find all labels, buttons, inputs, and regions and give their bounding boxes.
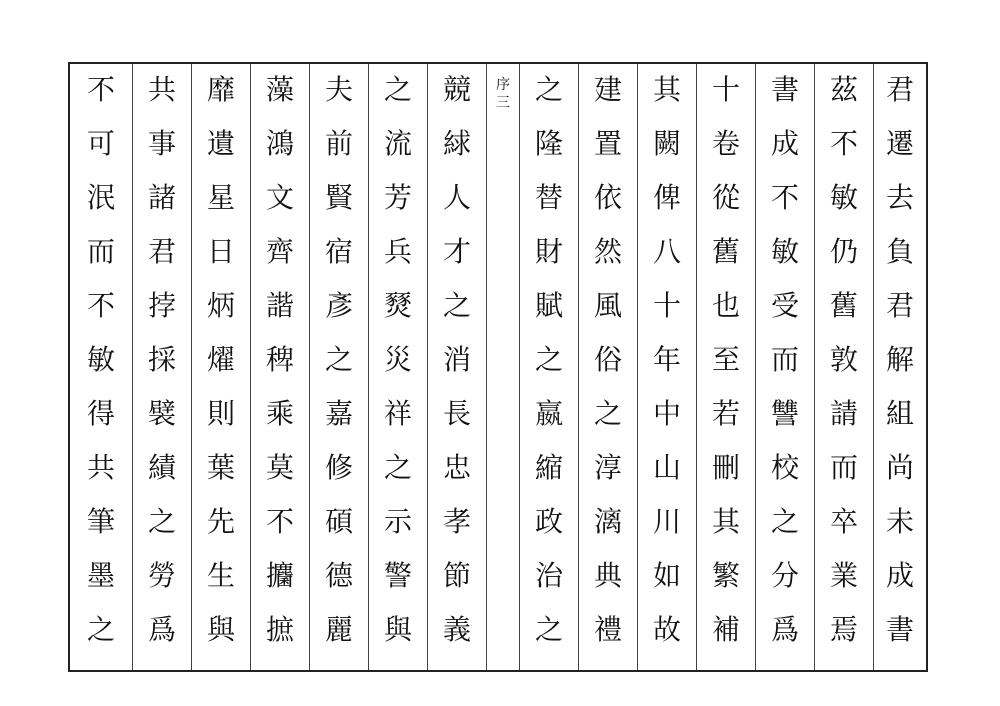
- char: 燹: [383, 289, 412, 322]
- char: 嘉: [324, 397, 353, 430]
- char: 義: [442, 613, 471, 646]
- char: 治: [534, 559, 563, 592]
- char: 置: [593, 127, 622, 160]
- char: 爲: [770, 613, 799, 646]
- char: 敏: [770, 235, 799, 268]
- char: 之: [534, 343, 563, 376]
- margin-label-char: 三: [496, 95, 510, 111]
- char: 其: [711, 505, 740, 538]
- char: 不: [86, 289, 115, 322]
- char: 與: [383, 613, 412, 646]
- char: 之: [147, 505, 176, 538]
- char: 莫: [265, 451, 294, 484]
- char: 不: [770, 181, 799, 214]
- char: 鴻: [265, 127, 294, 160]
- char: 遺: [206, 127, 235, 160]
- text-column-9: [578, 64, 637, 670]
- char: 芳: [383, 181, 412, 214]
- char: 業: [829, 559, 858, 592]
- char: 可: [86, 127, 115, 160]
- char: 縮: [534, 451, 563, 484]
- char: 競: [442, 73, 471, 106]
- char: 諧: [265, 289, 294, 322]
- text-column-10: [637, 64, 696, 670]
- char: 前: [324, 127, 353, 160]
- char: 採: [147, 343, 176, 376]
- char: 故: [652, 613, 681, 646]
- char: 然: [593, 235, 622, 268]
- char: 德: [324, 559, 353, 592]
- char: 藻: [265, 73, 294, 106]
- char: 卒: [829, 505, 858, 538]
- char: 至: [711, 343, 740, 376]
- char: 得: [86, 397, 115, 430]
- char: 爲: [147, 613, 176, 646]
- char: 年: [652, 343, 681, 376]
- char: 卷: [711, 127, 740, 160]
- char: 攟: [265, 559, 294, 592]
- char: 分: [770, 559, 799, 592]
- char: 成: [770, 127, 799, 160]
- char: 繁: [711, 559, 740, 592]
- char: 敏: [829, 181, 858, 214]
- char: 長: [442, 397, 471, 430]
- char: 不: [829, 127, 858, 160]
- char: 風: [593, 289, 622, 322]
- char: 生: [206, 559, 235, 592]
- char: 八: [652, 235, 681, 268]
- char: 勞: [147, 559, 176, 592]
- char: 稗: [265, 343, 294, 376]
- text-column-3: [191, 64, 250, 670]
- char: 君: [147, 235, 176, 268]
- char: 諸: [147, 181, 176, 214]
- char: 宿: [324, 235, 353, 268]
- text-column-6: [368, 64, 427, 670]
- char: 其: [652, 73, 681, 106]
- char: 日: [206, 235, 235, 268]
- char: 示: [383, 505, 412, 538]
- char: 財: [534, 235, 563, 268]
- char: 舊: [829, 289, 858, 322]
- text-column-2: [132, 64, 191, 670]
- char: 流: [383, 127, 412, 160]
- char: 依: [593, 181, 622, 214]
- char: 未: [885, 505, 914, 538]
- char: 摭: [265, 613, 294, 646]
- char: 人: [442, 181, 471, 214]
- char: 君: [885, 289, 914, 322]
- char: 與: [206, 613, 235, 646]
- text-column-7: [427, 64, 486, 670]
- char: 葉: [206, 451, 235, 484]
- char: 敏: [86, 343, 115, 376]
- char: 如: [652, 559, 681, 592]
- char: 書: [885, 613, 914, 646]
- char: 絿: [442, 127, 471, 160]
- char: 闕: [652, 127, 681, 160]
- char: 負: [885, 235, 914, 268]
- char: 不: [86, 73, 115, 106]
- text-column-14: [873, 64, 926, 670]
- margin-label-char: 序: [496, 77, 510, 93]
- char: 靡: [206, 73, 235, 106]
- char: 之: [383, 451, 412, 484]
- char: 焉: [829, 613, 858, 646]
- char: 去: [885, 181, 914, 214]
- char: 校: [770, 451, 799, 484]
- char: 而: [829, 451, 858, 484]
- char: 碩: [324, 505, 353, 538]
- char: 兵: [383, 235, 412, 268]
- text-column-4: [250, 64, 309, 670]
- char: 之: [442, 289, 471, 322]
- char: 而: [86, 235, 115, 268]
- char: 書: [770, 73, 799, 106]
- char: 之: [324, 343, 353, 376]
- char: 乘: [265, 397, 294, 430]
- char: 警: [383, 559, 412, 592]
- char: 賦: [534, 289, 563, 322]
- char: 隆: [534, 127, 563, 160]
- char: 成: [885, 559, 914, 592]
- char: 泯: [86, 181, 115, 214]
- char: 炳: [206, 289, 235, 322]
- char: 典: [593, 559, 622, 592]
- text-column-1: [70, 64, 132, 670]
- char: 事: [147, 127, 176, 160]
- char: 刪: [711, 451, 740, 484]
- char: 墨: [86, 559, 115, 592]
- char: 夫: [324, 73, 353, 106]
- char: 中: [652, 397, 681, 430]
- char: 災: [383, 343, 412, 376]
- char: 十: [711, 73, 740, 106]
- char: 君: [885, 73, 914, 106]
- text-column-13: [814, 64, 873, 670]
- char: 之: [534, 73, 563, 106]
- char: 川: [652, 505, 681, 538]
- char: 筆: [86, 505, 115, 538]
- char: 山: [652, 451, 681, 484]
- char: 彥: [324, 289, 353, 322]
- char: 麗: [324, 613, 353, 646]
- char: 文: [265, 181, 294, 214]
- char: 仍: [829, 235, 858, 268]
- char: 替: [534, 181, 563, 214]
- char: 之: [534, 613, 563, 646]
- char: 俗: [593, 343, 622, 376]
- char: 敦: [829, 343, 858, 376]
- char: 忠: [442, 451, 471, 484]
- char: 補: [711, 613, 740, 646]
- char: 禮: [593, 613, 622, 646]
- char: 襞: [147, 397, 176, 430]
- char: 孝: [442, 505, 471, 538]
- char: 共: [147, 73, 176, 106]
- char: 也: [711, 289, 740, 322]
- char: 之: [86, 613, 115, 646]
- char: 茲: [829, 73, 858, 106]
- char: 遷: [885, 127, 914, 160]
- char: 之: [593, 397, 622, 430]
- char: 而: [770, 343, 799, 376]
- char: 解: [885, 343, 914, 376]
- char: 建: [593, 73, 622, 106]
- char: 先: [206, 505, 235, 538]
- char: 節: [442, 559, 471, 592]
- char: 若: [711, 397, 740, 430]
- char: 星: [206, 181, 235, 214]
- char: 漓: [593, 505, 622, 538]
- char: 俾: [652, 181, 681, 214]
- char: 尚: [885, 451, 914, 484]
- char: 舊: [711, 235, 740, 268]
- char: 之: [770, 505, 799, 538]
- char: 政: [534, 505, 563, 538]
- char: 修: [324, 451, 353, 484]
- char: 十: [652, 289, 681, 322]
- char: 組: [885, 397, 914, 430]
- char: 請: [829, 397, 858, 430]
- text-column-11: [696, 64, 755, 670]
- char: 齊: [265, 235, 294, 268]
- char: 績: [147, 451, 176, 484]
- page-frame: [68, 62, 928, 672]
- char: 之: [383, 73, 412, 106]
- margin-column: [486, 64, 519, 670]
- char: 消: [442, 343, 471, 376]
- char: 賢: [324, 181, 353, 214]
- text-column-5: [309, 64, 368, 670]
- text-column-8: [519, 64, 578, 670]
- char: 不: [265, 505, 294, 538]
- char: 淳: [593, 451, 622, 484]
- char: 則: [206, 397, 235, 430]
- char: 共: [86, 451, 115, 484]
- text-column-12: [755, 64, 814, 670]
- char: 從: [711, 181, 740, 214]
- char: 受: [770, 289, 799, 322]
- char: 嬴: [534, 397, 563, 430]
- char: 燿: [206, 343, 235, 376]
- char: 才: [442, 235, 471, 268]
- char: 讐: [770, 397, 799, 430]
- char: 祥: [383, 397, 412, 430]
- char: 挬: [147, 289, 176, 322]
